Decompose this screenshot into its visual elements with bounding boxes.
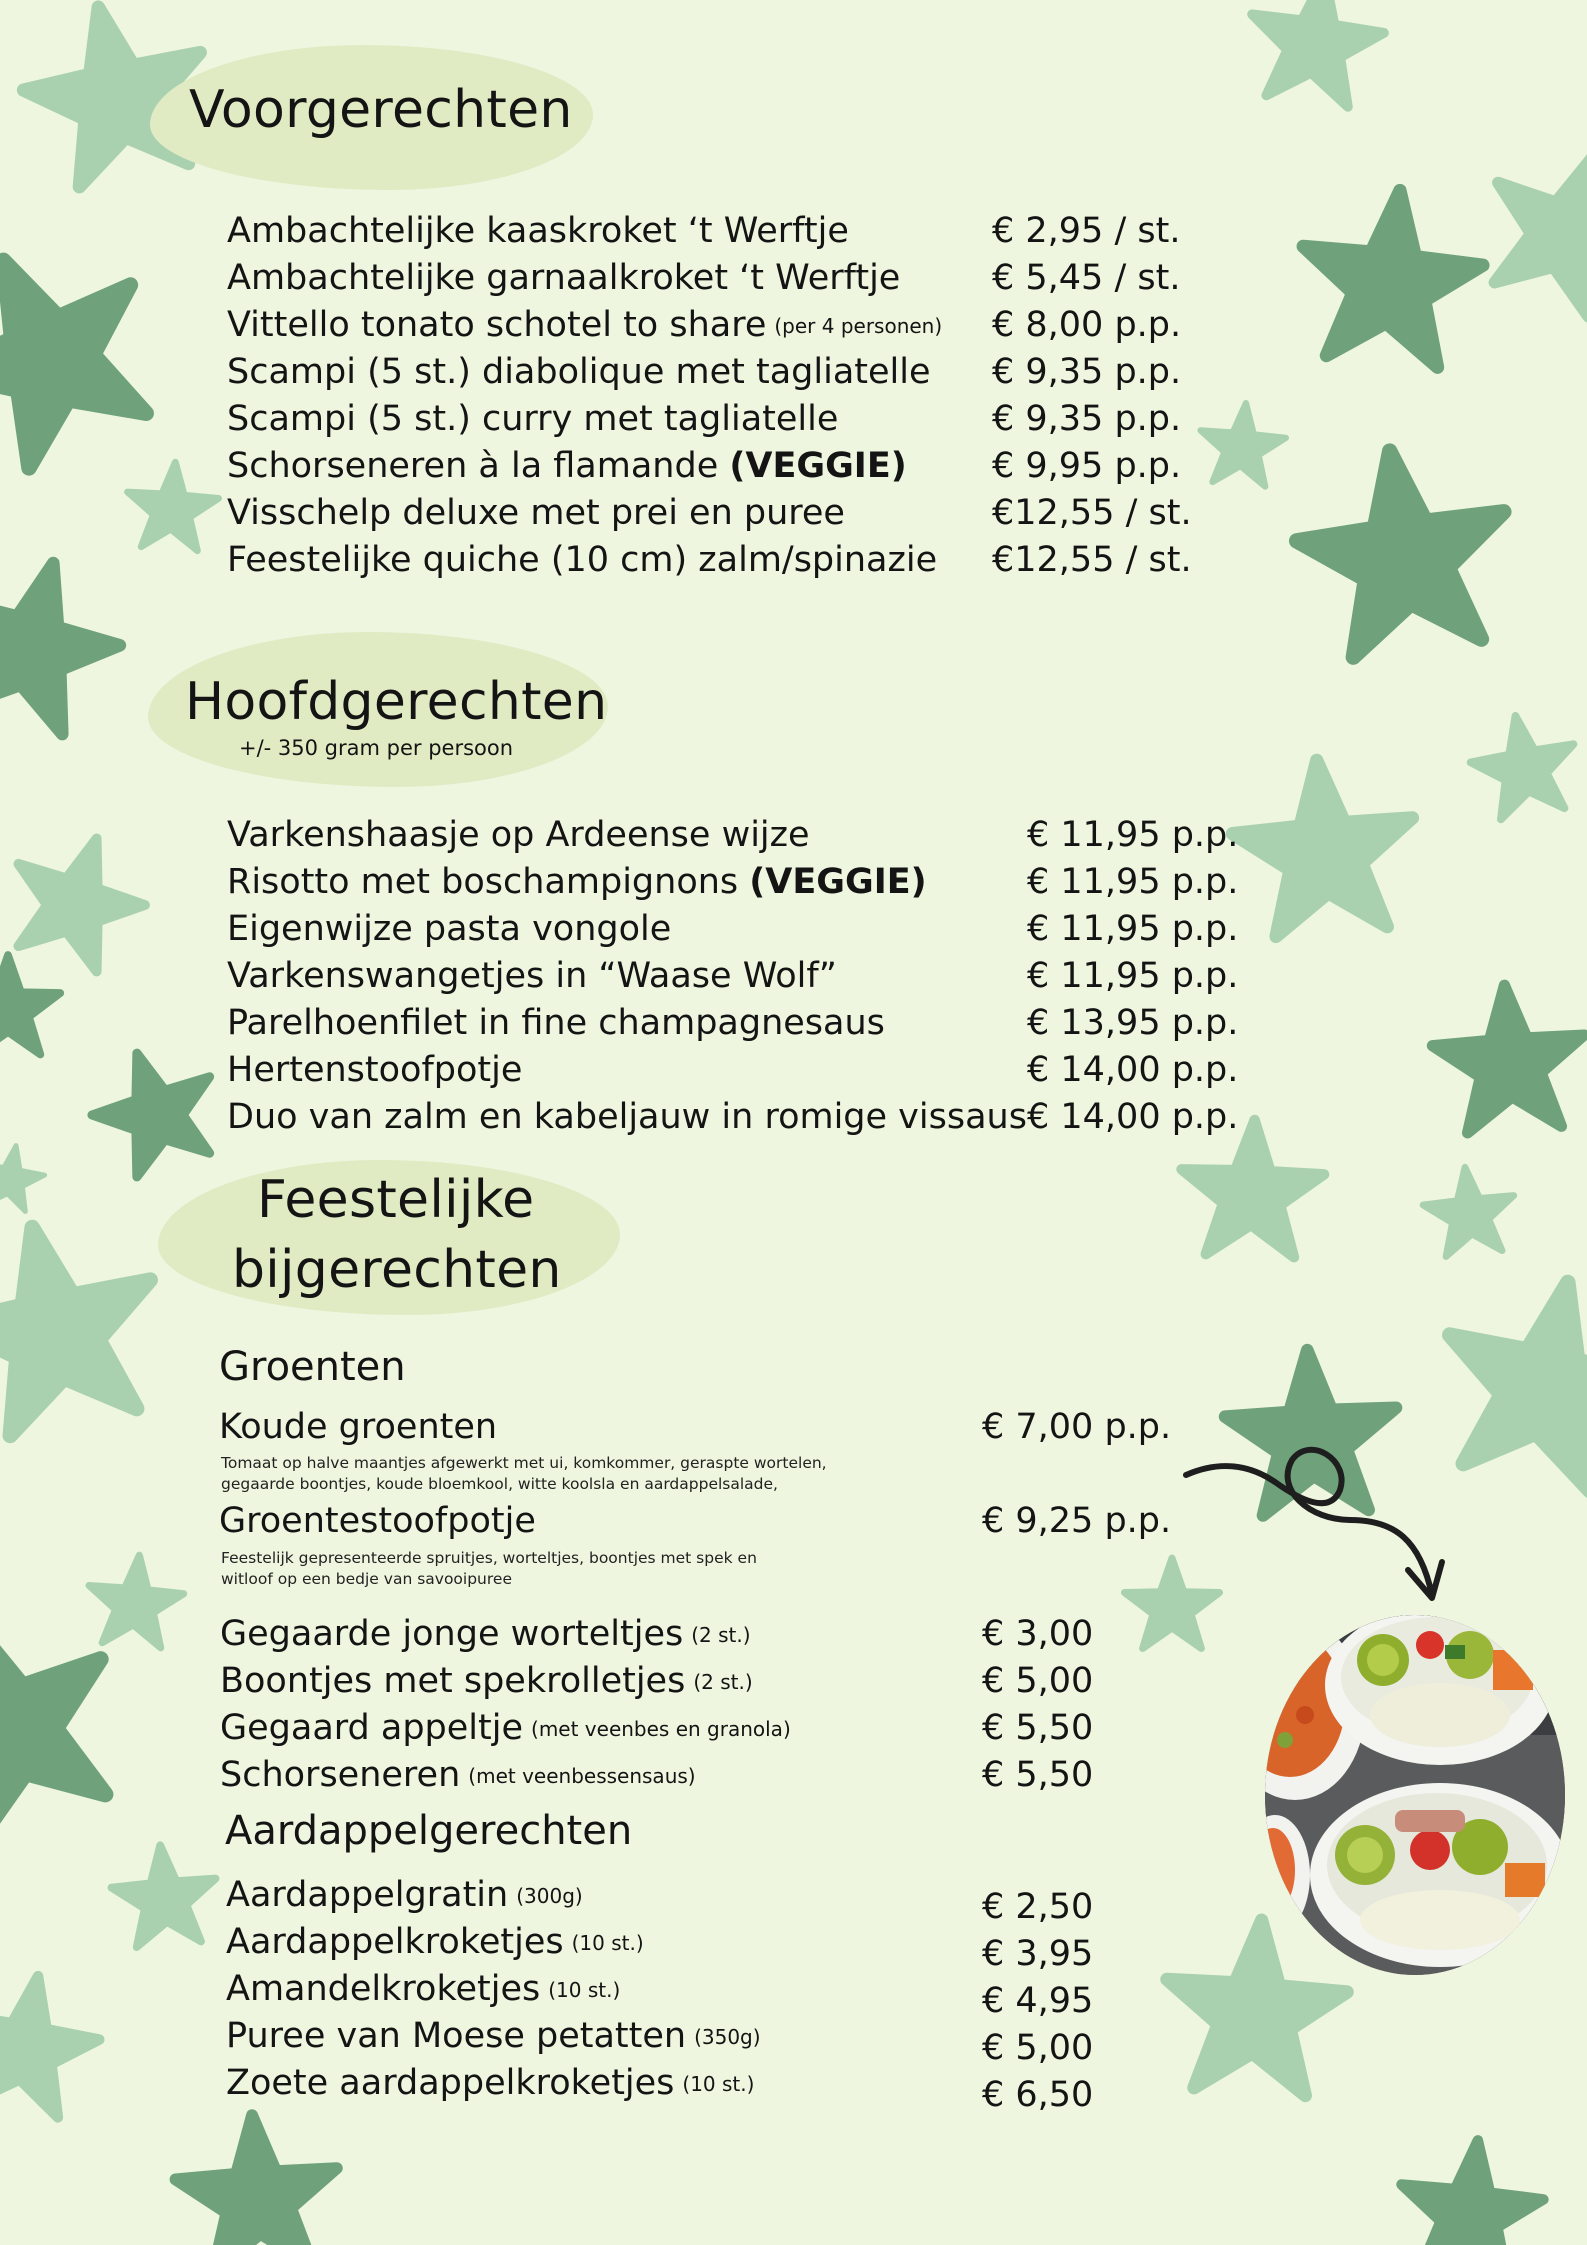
item-price: € 9,35 p.p. [992, 399, 1182, 439]
vegetable-dish-photo [1265, 1615, 1565, 1975]
item-price: € 11,95 p.p. [1027, 909, 1239, 949]
item-price: € 3,00 [982, 1614, 1094, 1654]
subsection-title-aardappelgerechten: Aardappelgerechten [225, 1808, 633, 1854]
item-name: Koude groenten [219, 1407, 498, 1447]
item-note: (300g) [516, 1884, 583, 1908]
item-price: € 9,95 p.p. [992, 446, 1182, 486]
item-description: Tomaat op halve maantjes afgewerkt met ui, komkommer, geraspte wortelen, gegaarde boontjes, koude bloemkool, witte koolsla en aardappelsalade, [221, 1454, 827, 1493]
item-price: € 13,95 p.p. [1027, 1003, 1239, 1043]
item-name: Ambachtelijke garnaalkroket ‘t Werftje [227, 258, 901, 298]
item-name: Varkenswangetjes in “Waase Wolf” [227, 956, 837, 996]
section-title-bijgerechten-line1: Feestelijke [257, 1170, 535, 1230]
item-price: € 7,00 p.p. [982, 1407, 1172, 1447]
item-description: Feestelijk gepresenteerde spruitjes, worteltjes, boontjes met spek en witloof op een bedje van savooipuree [221, 1549, 757, 1588]
item-name: Hertenstoofpotje [227, 1050, 523, 1090]
item-name: Groentestoofpotje [219, 1501, 536, 1541]
item-note: (2 st.) [693, 1670, 753, 1694]
section-title-bijgerechten-line2: bijgerechten [232, 1240, 562, 1300]
item-name: Scampi (5 st.) diabolique met tagliatelle [227, 352, 931, 392]
item-name: Schorseneren [220, 1755, 461, 1795]
curly-arrow-icon [1180, 1420, 1450, 1610]
item-name: Ambachtelijke kaaskroket ‘t Werftje [227, 211, 849, 251]
item-name: Aardappelgratin [226, 1875, 509, 1915]
veggie-tag: (VEGGIE) [729, 446, 907, 486]
item-price: €12,55 / st. [992, 493, 1192, 533]
item-name: Parelhoenfilet in fine champagnesaus [227, 1003, 885, 1043]
item-name: Zoete aardappelkroketjes [226, 2063, 675, 2103]
item-price: € 2,50 [982, 1887, 1094, 1927]
item-name: Vittello tonato schotel to share [227, 305, 767, 345]
subsection-title-groenten: Groenten [219, 1344, 406, 1390]
item-price: € 5,50 [982, 1755, 1094, 1795]
item-note: (2 st.) [691, 1623, 751, 1647]
item-price: € 11,95 p.p. [1027, 815, 1239, 855]
item-price: € 6,50 [982, 2075, 1094, 2115]
section-title-hoofdgerechten: Hoofdgerechten [185, 672, 608, 732]
item-price: € 14,00 p.p. [1027, 1050, 1239, 1090]
item-note: (10 st.) [682, 2072, 755, 2096]
item-name: Duo van zalm en kabeljauw in romige vissaus [227, 1097, 1027, 1137]
item-price: € 11,95 p.p. [1027, 862, 1239, 902]
item-note: (350g) [694, 2025, 761, 2049]
item-name: Boontjes met spekrolletjes [220, 1661, 686, 1701]
item-name: Aardappelkroketjes [226, 1922, 564, 1962]
item-name: Gegaarde jonge worteltjes [220, 1614, 684, 1654]
item-name: Feestelijke quiche (10 cm) zalm/spinazie [227, 540, 938, 580]
item-note: (met veenbessensaus) [468, 1764, 696, 1788]
item-note: (10 st.) [548, 1978, 621, 2002]
item-price: € 5,00 [982, 1661, 1094, 1701]
item-price: € 4,95 [982, 1981, 1094, 2021]
item-name: Visschelp deluxe met prei en puree [227, 493, 845, 533]
item-name: Puree van Moese petatten [226, 2016, 687, 2056]
item-name: Scampi (5 st.) curry met tagliatelle [227, 399, 839, 439]
item-name: Schorseneren à la flamande [227, 446, 730, 486]
item-price: €12,55 / st. [992, 540, 1192, 580]
item-note: (met veenbes en granola) [531, 1717, 791, 1741]
item-name: Amandelkroketjes [226, 1969, 541, 2009]
item-price: € 8,00 p.p. [992, 305, 1182, 345]
item-price: € 11,95 p.p. [1027, 956, 1239, 996]
section-title-voorgerechten: Voorgerechten [189, 80, 573, 140]
item-name: Eigenwijze pasta vongole [227, 909, 672, 949]
item-price: € 3,95 [982, 1934, 1094, 1974]
item-price: € 5,45 / st. [992, 258, 1181, 298]
item-price: € 5,00 [982, 2028, 1094, 2068]
section-subtitle: +/- 350 gram per persoon [239, 736, 514, 760]
veggie-tag: (VEGGIE) [749, 862, 927, 902]
item-price: € 9,35 p.p. [992, 352, 1182, 392]
item-price: € 14,00 p.p. [1027, 1097, 1239, 1137]
item-price: € 9,25 p.p. [982, 1501, 1172, 1541]
item-price: € 5,50 [982, 1708, 1094, 1748]
item-note: (10 st.) [571, 1931, 644, 1955]
item-name: Varkenshaasje op Ardeense wijze [227, 815, 810, 855]
item-note: (per 4 personen) [774, 314, 943, 338]
item-name: Gegaard appeltje [220, 1708, 524, 1748]
item-price: € 2,95 / st. [992, 211, 1181, 251]
item-name: Risotto met boschampignons [227, 862, 750, 902]
